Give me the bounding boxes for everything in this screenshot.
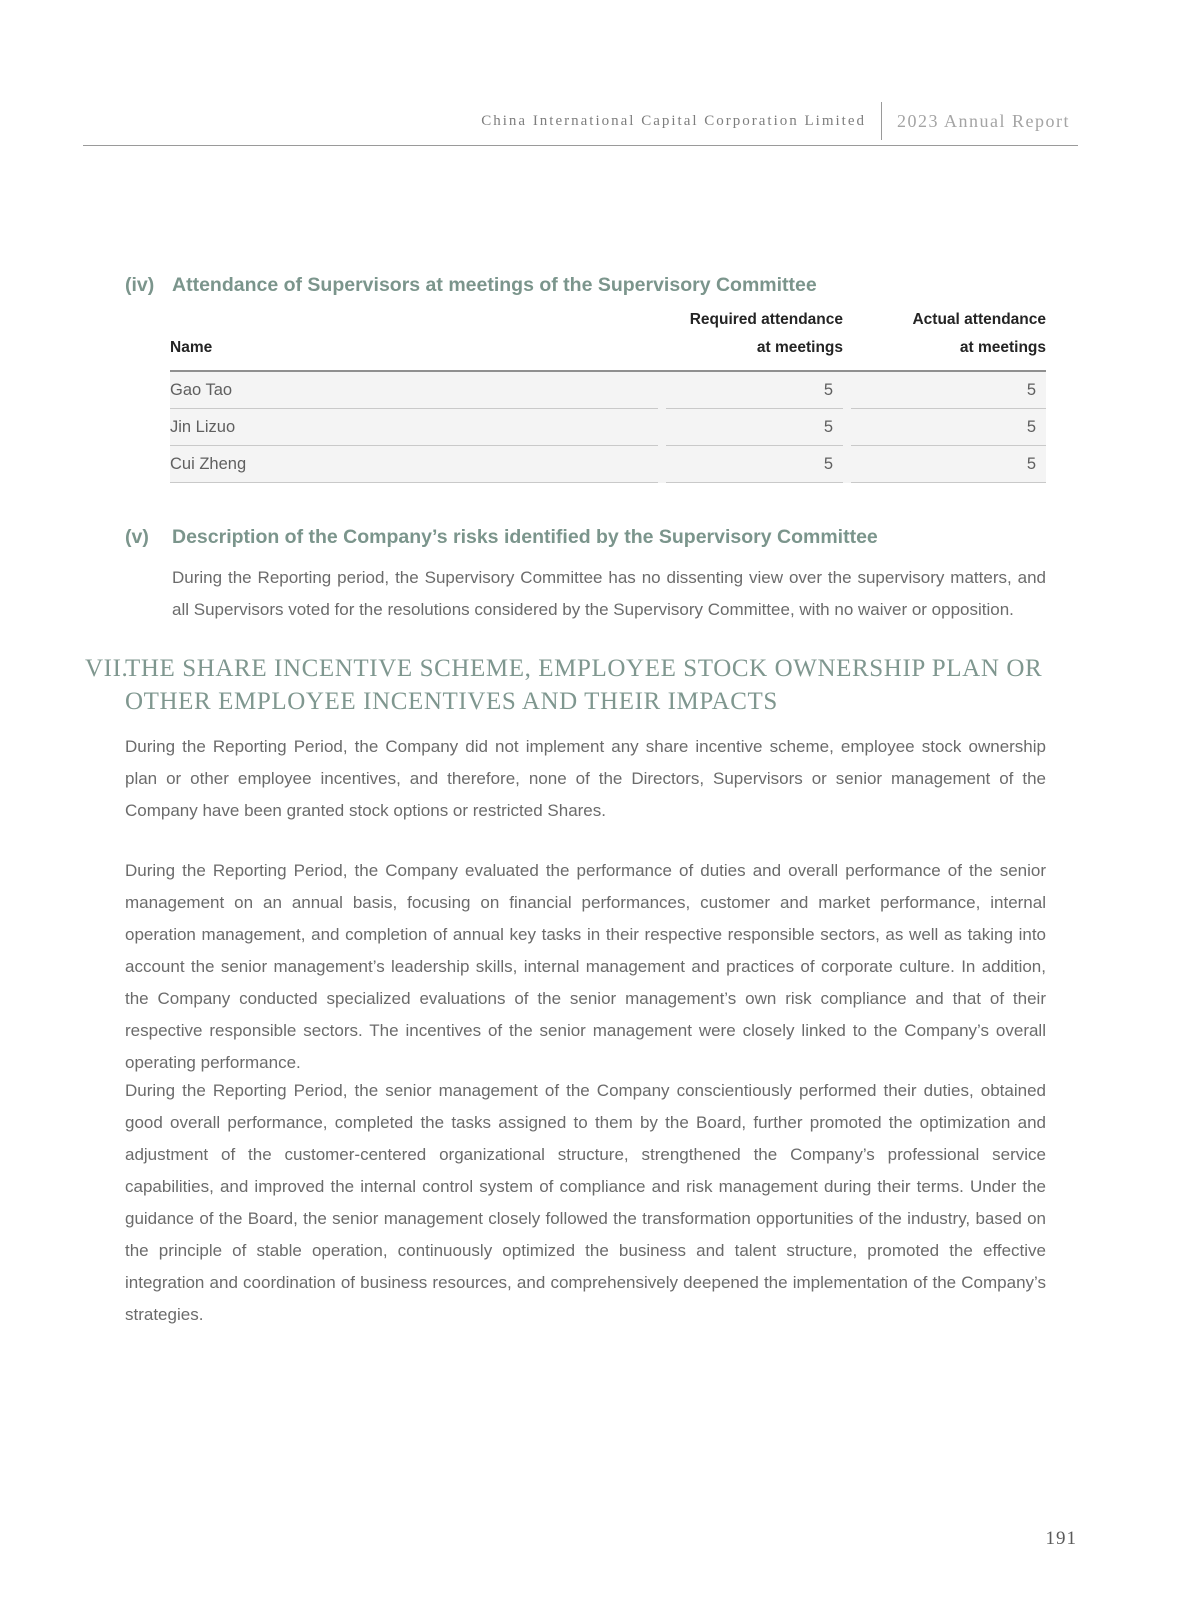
table-body bbox=[170, 372, 1046, 483]
company-name: China International Capital Corporation Limited bbox=[481, 112, 866, 129]
table-row bbox=[170, 372, 1046, 409]
section-vii-heading bbox=[85, 652, 1070, 718]
cell-required: 5 bbox=[666, 446, 843, 483]
column-header-actual: Actual attendance at meetings bbox=[912, 311, 1046, 356]
cell-name: Jin Lizuo bbox=[170, 409, 658, 446]
attendance-table bbox=[170, 306, 1046, 483]
header-rule bbox=[83, 145, 1078, 146]
section-v-title: Description of the Company’s risks identified by the Supervisory Committee bbox=[172, 526, 878, 548]
cell-actual: 5 bbox=[851, 409, 1046, 446]
report-title: 2023 Annual Report bbox=[897, 110, 1070, 131]
cell-actual: 5 bbox=[851, 446, 1046, 483]
cell-required: 5 bbox=[666, 409, 843, 446]
paragraph: During the Reporting Period, the Company did not implement any share incentive scheme, employee stock ownership plan or other employee incentives, and therefore, none of the Directors, Supervisors or senior management of the Company have been granted stock options or restricted Shares. bbox=[125, 737, 1046, 820]
paragraph: During the Reporting Period, the senior management of the Company conscientiously performed their duties, obtained good overall performance, completed the tasks assigned to them by the Board, further promoted the optimization and adjustment of the customer-centered organizational structure, strengthened the Company’s professional service capabilities, and improved the internal control system of compliance and risk management during their terms. Under the guidance of the Board, the senior management closely followed the transformation opportunities of the industry, based on the principle of stable operation, continuously optimized the business and talent structure, promoted the effective integration and coordination of business resources, and comprehensively deepened the implementation of the Company’s strategies. bbox=[125, 1081, 1046, 1324]
cell-name: Cui Zheng bbox=[170, 446, 658, 483]
section-vii-label: VII. bbox=[85, 655, 129, 682]
section-iv-heading bbox=[125, 272, 1050, 298]
column-header-required: Required attendance at meetings bbox=[689, 311, 843, 356]
section-v-body: During the Reporting period, the Supervisory Committee has no dissenting view over the supervisory matters, and all Supervisors voted for the resolutions considered by the Supervisory Committee, with no waiver or opposition. bbox=[172, 568, 1046, 619]
section-v-heading bbox=[125, 524, 1050, 550]
table-row bbox=[170, 409, 1046, 446]
page-header bbox=[0, 100, 1070, 142]
cell-name: Gao Tao bbox=[170, 372, 658, 409]
page-number: 191 bbox=[1045, 1528, 1077, 1549]
section-iv-title: Attendance of Supervisors at meetings of the Supervisory Committee bbox=[172, 274, 817, 296]
table-row bbox=[170, 446, 1046, 483]
section-iv-label: (iv) bbox=[125, 274, 155, 296]
section-vii-title: THE SHARE INCENTIVE SCHEME, EMPLOYEE STOCK OWNERSHIP PLAN OR OTHER EMPLOYEE INCENTIVES AND THEIR IMPACTS bbox=[125, 655, 1043, 715]
cell-required: 5 bbox=[666, 372, 843, 409]
cell-actual: 5 bbox=[851, 372, 1046, 409]
column-header-name: Name bbox=[170, 339, 213, 356]
section-v-label: (v) bbox=[125, 526, 149, 548]
table-header-row bbox=[170, 306, 1046, 370]
paragraph: During the Reporting Period, the Company evaluated the performance of duties and overall performance of the senior management on an annual basis, focusing on financial performances, customer and market performance, internal operation management, and completion of annual key tasks in their respective responsible sectors, as well as taking into account the senior management’s leadership skills, internal management and practices of corporate culture. In addition, the Company conducted specialized evaluations of the senior management’s own risk compliance and that of their respective responsible sectors. The incentives of the senior management were closely linked to the Company’s overall operating performance. bbox=[125, 861, 1046, 1072]
